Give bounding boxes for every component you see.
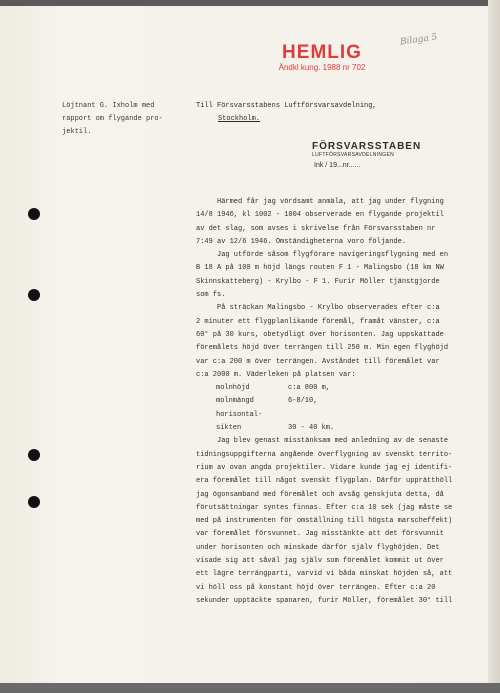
letter-body: [196, 196, 491, 608]
weather-row: [196, 409, 491, 422]
secret-stamp-subtitle: Ändkl kung. 1988 nr 702: [278, 63, 366, 72]
weather-label: sikten: [216, 424, 242, 433]
registry-stamp-ink: Ink / 19...nr......: [314, 162, 361, 169]
body-line: Härmed får jag vördsamt anmäla, att jag under flygning: [196, 198, 444, 206]
body-line: 7:49 av 12/6 1946. Omständigheterna voro följande.: [196, 237, 407, 246]
weather-value: 30 - 40 km.: [288, 424, 335, 433]
weather-row: [196, 395, 491, 408]
registry-stamp-dept: LUFTFÖRSVARSAVDELNINGEN: [312, 152, 395, 158]
weather-label: horisontal-: [216, 410, 263, 419]
body-line: ett lägre terrängparti, varvid vi båda minskat höjden så, att: [196, 570, 453, 579]
body-line: jag ögonsamband med föremålet och avsåg genskjuta detta, då: [196, 490, 444, 499]
body-line: Skinnskatteberg) - Krylbo - F 1. Furir Möller tjänstgjorde: [196, 277, 440, 286]
body-line: vi höll oss på konstant höjd över terrängen. Efter c:a 20: [196, 583, 436, 592]
weather-row: [196, 422, 491, 435]
body-line: som fs.: [196, 291, 226, 300]
body-line: B 18 A på 100 m höjd längs routen F 1 - Malingsbo (18 km NW: [196, 264, 444, 273]
sender-block: [62, 100, 192, 139]
addressee-to: Till Försvarsstabens Luftförsvarsavdelning,: [196, 102, 377, 110]
weather-row: [196, 382, 491, 395]
scan-edge-bottom: [0, 683, 500, 693]
body-line: sekunder upptäckte spanaren, furir Möller, föremålet 30° till: [196, 596, 453, 605]
body-line: c:a 2000 m. Väderleken på platsen var:: [196, 370, 356, 379]
secret-stamp-title: HEMLIG: [282, 42, 362, 63]
body-line: under horisonten och minskade därför själv flyghöjden. Det: [196, 543, 440, 552]
body-line: var föremålet försvunnet. Jag misstänkte att det försvunnit: [196, 530, 444, 539]
body-line: På sträckan Malingsbo - Krylbo observerades efter c:a: [196, 304, 440, 313]
body-line: Jag utförde såsom flygförare navigeringsflygning med en: [196, 251, 449, 260]
weather-table: [196, 382, 491, 435]
scan-edge-top: [0, 0, 500, 6]
body-line: var c:a 200 m över terrängen. Avståndet till föremålet var: [196, 357, 440, 366]
body-line: med på instrumenten för omställning till högsta marscheffekt): [196, 517, 453, 526]
body-line: föremålets höjd över terrängen till 250 m. Min egen flyghöjd: [196, 344, 449, 353]
secret-stamp: [262, 43, 382, 73]
addressee-block: [196, 100, 466, 126]
pencil-annotation: Bilaga 5: [399, 32, 438, 48]
registry-stamp: [312, 141, 442, 173]
body-line: Jag blev genast misstänksam med anledning av de senaste: [196, 437, 449, 446]
registry-stamp-title: FÖRSVARSSTABEN: [312, 141, 422, 152]
punch-hole-icon: [28, 449, 40, 461]
sender-line: rapport om flygande pro-: [62, 115, 163, 123]
punch-hole-icon: [28, 289, 40, 301]
body-line: rium av ovan angda projektiler. Vidare kunde jag ej identifi-: [196, 463, 453, 472]
weather-value: 6-8/10,: [288, 397, 318, 406]
body-line: era föremålet till något svenskt flygplan. Därför upprätthöll: [196, 477, 453, 486]
weather-label: molnhöjd: [216, 384, 250, 393]
sender-line: jektil.: [62, 128, 92, 136]
sender-line: Löjtnant G. Ixholm med: [62, 102, 155, 110]
weather-label: molnmängd: [216, 397, 254, 406]
weather-value: c:a 800 m,: [288, 384, 331, 393]
addressee-city: Stockholm.: [218, 115, 261, 123]
body-line: förutsättningar syntes finnas. Efter c:a 10 sek (jag måste se: [196, 503, 453, 512]
body-line: 2 minuter ett flygplanlikande föremål, framåt vänster, c:a: [196, 317, 440, 326]
body-line: av det slag, som avses i skrivelse från Försvarsstaben nr: [196, 224, 436, 233]
body-line: tidningsuppgifterna angående överflygning av svenskt territo-: [196, 450, 453, 459]
body-line: 60° på 30 kurs, obetydligt över horisonten. Jag uppskattade: [196, 330, 444, 339]
punch-hole-icon: [28, 208, 40, 220]
body-line: visade sig att såväl jag själv som föremålet kommit ut över: [196, 557, 444, 566]
punch-hole-icon: [28, 496, 40, 508]
body-line: 14/8 1946, kl 1002 - 1004 observerade en flygande projektil: [196, 211, 444, 220]
